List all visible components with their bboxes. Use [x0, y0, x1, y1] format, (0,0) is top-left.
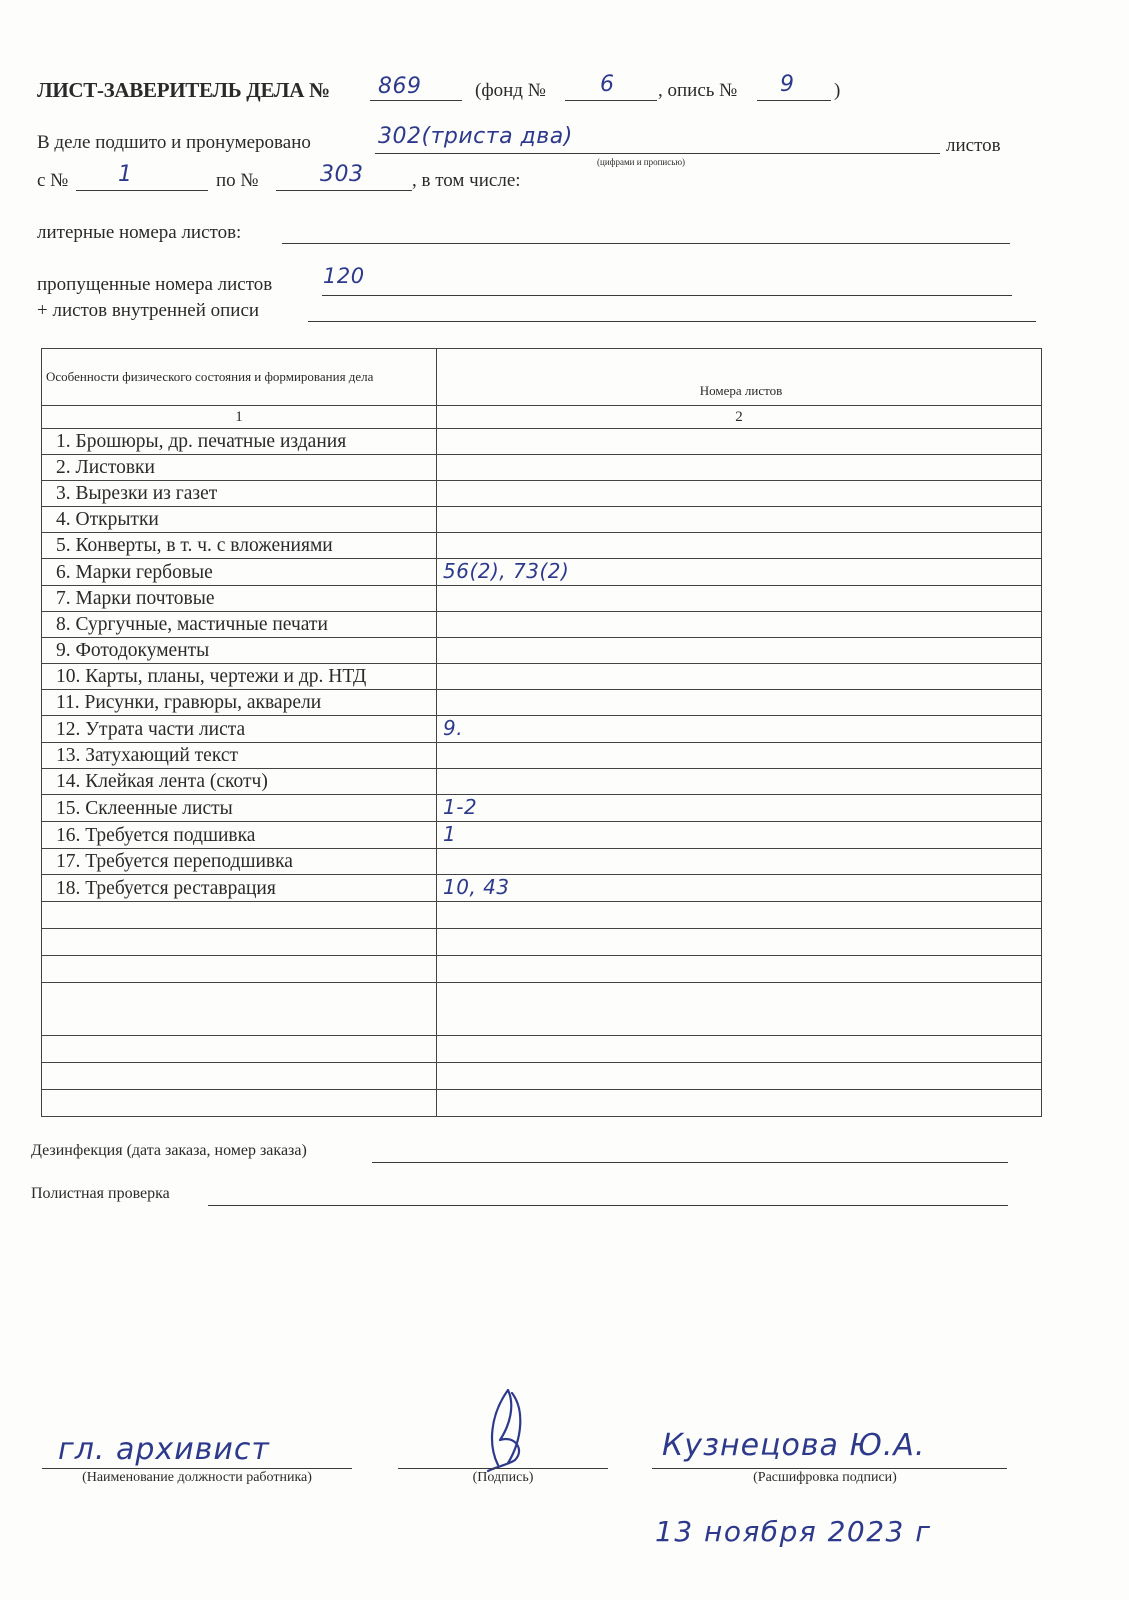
position-line: [42, 1468, 352, 1469]
row-label: 18. Требуется реставрация: [42, 875, 437, 902]
table-row: [42, 795, 1042, 822]
stitched-label: В деле подшито и пронумеровано: [37, 132, 311, 153]
including-label: , в том числе:: [412, 170, 521, 191]
table-row: [42, 849, 1042, 875]
row-label: 11. Рисунки, гравюры, акварели: [42, 690, 437, 716]
header-sheet-numbers: Номера листов: [437, 349, 1042, 406]
internal-inventory-label: + листов внутренней описи: [37, 300, 260, 321]
page-check-label: Полистная проверка: [31, 1185, 170, 1202]
empty-table-row: [42, 1063, 1042, 1090]
table-row: [42, 743, 1042, 769]
row-sheet-numbers-cell[interactable]: [437, 455, 1042, 481]
row-sheet-numbers-cell[interactable]: [437, 849, 1042, 875]
stitched-value[interactable]: 302(триста два): [378, 124, 573, 149]
column-number-row: [42, 406, 1042, 429]
row-sheet-numbers-cell[interactable]: [437, 429, 1042, 455]
row-label: 17. Требуется переподшивка: [42, 849, 437, 875]
page-check-line: [208, 1205, 1008, 1206]
row-label: 3. Вырезки из газет: [42, 481, 437, 507]
empty-condition-cell[interactable]: [42, 1090, 437, 1117]
row-sheet-numbers-value: 9.: [443, 716, 464, 740]
empty-table-row: [42, 1036, 1042, 1063]
table-row: [42, 690, 1042, 716]
column-number-2: 2: [437, 406, 1042, 429]
empty-sheet-numbers-cell[interactable]: [437, 1036, 1042, 1063]
fond-label: (фонд №: [475, 80, 546, 101]
empty-condition-cell[interactable]: [42, 1036, 437, 1063]
row-sheet-numbers-cell[interactable]: [437, 716, 1042, 743]
row-label: 7. Марки почтовые: [42, 586, 437, 612]
table-header-row: [42, 349, 1042, 406]
table-row: [42, 638, 1042, 664]
table-row: [42, 533, 1042, 559]
row-label: 15. Склеенные листы: [42, 795, 437, 822]
row-sheet-numbers-cell[interactable]: [437, 664, 1042, 690]
empty-table-row: [42, 902, 1042, 929]
fond-number-value[interactable]: 6: [600, 72, 615, 97]
position-value[interactable]: гл. архивист: [58, 1432, 270, 1467]
empty-sheet-numbers-cell[interactable]: [437, 1063, 1042, 1090]
row-label: 16. Требуется подшивка: [42, 822, 437, 849]
name-line: [652, 1468, 1007, 1469]
internal-inventory-line: [308, 321, 1036, 322]
header-condition: Особенности физического состояния и формирования дела: [42, 349, 437, 406]
to-label: по №: [216, 170, 259, 191]
row-label: 14. Клейкая лента (скотч): [42, 769, 437, 795]
row-sheet-numbers-cell[interactable]: [437, 559, 1042, 586]
table-row: [42, 769, 1042, 795]
row-label: 8. Сургучные, мастичные печати: [42, 612, 437, 638]
empty-condition-cell[interactable]: [42, 929, 437, 956]
name-caption: (Расшифровка подписи): [753, 1470, 897, 1485]
empty-sheet-numbers-cell[interactable]: [437, 956, 1042, 983]
form-title: ЛИСТ-ЗАВЕРИТЕЛЬ ДЕЛА №: [37, 78, 330, 102]
row-sheet-numbers-cell[interactable]: [437, 769, 1042, 795]
closing-paren: ): [834, 80, 841, 101]
table-row: [42, 612, 1042, 638]
missing-numbers-label: пропущенные номера листов: [37, 274, 273, 295]
signature-caption: (Подпись): [472, 1470, 534, 1485]
empty-sheet-numbers-cell[interactable]: [437, 983, 1042, 1036]
stitched-line: [375, 153, 940, 154]
case-number-line: [370, 100, 462, 101]
row-sheet-numbers-cell[interactable]: [437, 795, 1042, 822]
fond-number-line: [565, 100, 657, 101]
physical-condition-table: [41, 348, 1042, 1117]
table-row: [42, 822, 1042, 849]
table-row: [42, 559, 1042, 586]
disinfection-line: [372, 1162, 1008, 1163]
opis-label: , опись №: [658, 80, 738, 101]
row-sheet-numbers-cell[interactable]: [437, 690, 1042, 716]
empty-table-row: [42, 956, 1042, 983]
empty-table-row: [42, 983, 1042, 1036]
row-sheet-numbers-cell[interactable]: [437, 875, 1042, 902]
table-row: [42, 875, 1042, 902]
letter-numbers-label: литерные номера листов:: [37, 222, 242, 243]
to-value[interactable]: 303: [320, 162, 364, 187]
row-sheet-numbers-cell[interactable]: [437, 638, 1042, 664]
empty-table-row: [42, 929, 1042, 956]
missing-numbers-value[interactable]: 120: [323, 264, 365, 288]
row-sheet-numbers-cell[interactable]: [437, 507, 1042, 533]
row-label: 12. Утрата части листа: [42, 716, 437, 743]
position-caption: (Наименование должности работника): [82, 1470, 312, 1485]
disinfection-label: Дезинфекция (дата заказа, номер заказа): [31, 1142, 307, 1159]
name-value[interactable]: Кузнецова Ю.А.: [662, 1428, 926, 1463]
stitched-suffix: листов: [946, 135, 1001, 156]
missing-numbers-line: [322, 295, 1012, 296]
signature-line: [398, 1468, 608, 1469]
from-value[interactable]: 1: [118, 162, 133, 187]
table-row: [42, 455, 1042, 481]
from-label: с №: [37, 170, 69, 191]
row-label: 13. Затухающий текст: [42, 743, 437, 769]
row-sheet-numbers-value: 10, 43: [443, 875, 510, 899]
row-sheet-numbers-value: 1: [443, 822, 457, 846]
empty-condition-cell[interactable]: [42, 956, 437, 983]
table-row: [42, 429, 1042, 455]
empty-condition-cell[interactable]: [42, 902, 437, 929]
empty-condition-cell[interactable]: [42, 1063, 437, 1090]
letter-numbers-line: [282, 243, 1010, 244]
row-sheet-numbers-cell[interactable]: [437, 612, 1042, 638]
empty-sheet-numbers-cell[interactable]: [437, 902, 1042, 929]
row-sheet-numbers-cell[interactable]: [437, 586, 1042, 612]
empty-sheet-numbers-cell[interactable]: [437, 1090, 1042, 1117]
table-row: [42, 507, 1042, 533]
row-sheet-numbers-cell[interactable]: [437, 743, 1042, 769]
signature-icon: [470, 1385, 560, 1475]
row-label: 1. Брошюры, др. печатные издания: [42, 429, 437, 455]
row-label: 5. Конверты, в т. ч. с вложениями: [42, 533, 437, 559]
row-sheet-numbers-cell[interactable]: [437, 822, 1042, 849]
row-sheet-numbers-cell[interactable]: [437, 481, 1042, 507]
date-value[interactable]: 13 ноября 2023 г: [655, 1515, 932, 1548]
column-number-1: 1: [42, 406, 437, 429]
row-sheet-numbers-value: 1-2: [443, 795, 478, 819]
row-label: 4. Открытки: [42, 507, 437, 533]
row-label: 9. Фотодокументы: [42, 638, 437, 664]
empty-sheet-numbers-cell[interactable]: [437, 929, 1042, 956]
case-number-value[interactable]: 869: [378, 74, 422, 99]
table-row: [42, 586, 1042, 612]
digits-words-hint: (цифрами и прописью): [597, 157, 686, 167]
row-sheet-numbers-cell[interactable]: [437, 533, 1042, 559]
table-row: [42, 481, 1042, 507]
table-row: [42, 664, 1042, 690]
row-sheet-numbers-value: 56(2), 73(2): [443, 559, 570, 583]
opis-number-value[interactable]: 9: [780, 72, 795, 97]
row-label: 10. Карты, планы, чертежи и др. НТД: [42, 664, 437, 690]
from-line: [76, 190, 208, 191]
table-row: [42, 716, 1042, 743]
to-line: [276, 190, 412, 191]
empty-table-row: [42, 1090, 1042, 1117]
empty-condition-cell[interactable]: [42, 983, 437, 1036]
opis-number-line: [757, 100, 831, 101]
row-label: 6. Марки гербовые: [42, 559, 437, 586]
row-label: 2. Листовки: [42, 455, 437, 481]
